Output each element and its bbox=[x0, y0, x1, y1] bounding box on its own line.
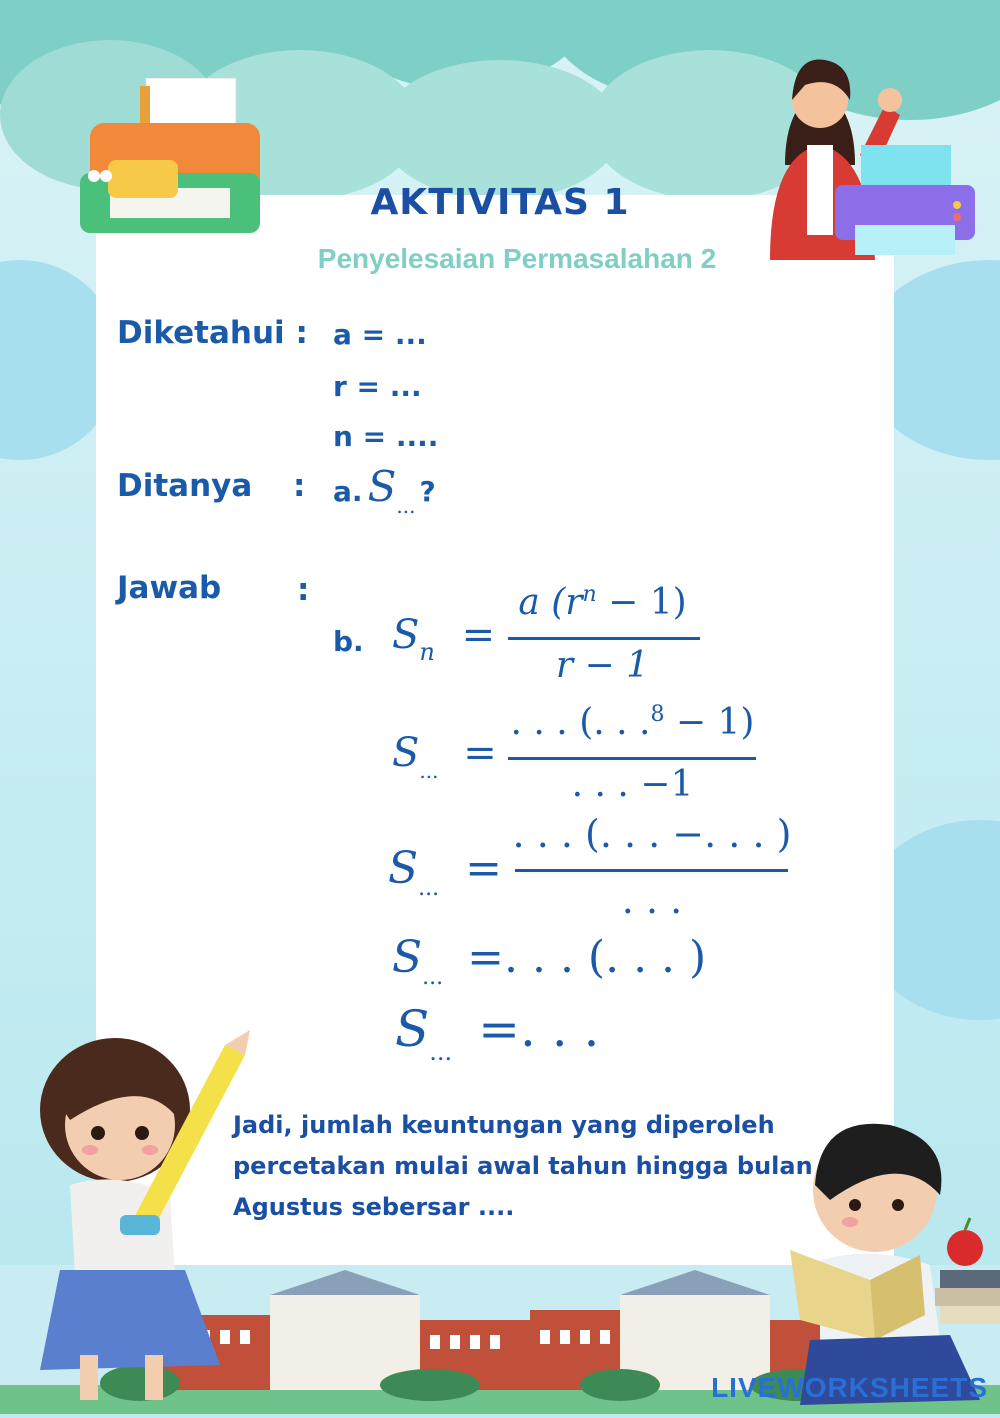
conclusion-line-3: Agustus sebersar .... bbox=[233, 1193, 515, 1221]
step1-numerator bbox=[505, 702, 760, 743]
formula-fraction-bar bbox=[508, 637, 700, 640]
step2-denominator-text: . . . bbox=[621, 878, 683, 922]
step1-numerator-tail: − 1) bbox=[664, 702, 755, 743]
step2-numerator-text: . . . (. . . −. . . ) bbox=[512, 812, 792, 856]
formula-numerator bbox=[505, 582, 700, 623]
answer-label: Jawab bbox=[117, 570, 222, 606]
step2-fraction-bar bbox=[515, 869, 788, 872]
step2-lhs: $S_{...}$ = bbox=[388, 843, 503, 901]
asked-subscript: ... bbox=[396, 494, 416, 518]
step1-denominator bbox=[505, 764, 760, 805]
formula-lhs-sub: n bbox=[419, 638, 435, 666]
given-n: n = .... bbox=[333, 420, 439, 453]
step3-lhs-sub: ... bbox=[422, 965, 444, 990]
step1-lhs-sub: ... bbox=[419, 759, 439, 783]
step1-numerator-text: . . . (. . . bbox=[510, 702, 651, 743]
formula-denominator bbox=[505, 645, 700, 686]
step2-denominator bbox=[512, 878, 792, 922]
step4-rhs: =. . . bbox=[478, 1000, 600, 1058]
given-a: a = ... bbox=[333, 318, 427, 351]
step1-lhs-symbol: S bbox=[392, 730, 420, 776]
liveworksheets-logo: LIVEWORKSHEETS bbox=[711, 1372, 988, 1403]
asked-prefix: a. bbox=[333, 475, 363, 508]
given-r: r = ... bbox=[333, 370, 422, 403]
asked-question-mark: ? bbox=[419, 475, 436, 508]
step3-rhs: =. . . (. . . ) bbox=[467, 932, 707, 983]
step1-denominator-text: . . . −1 bbox=[571, 764, 694, 805]
step1-fraction-bar bbox=[508, 757, 756, 760]
step3-row bbox=[392, 932, 707, 990]
step4-lhs-sub: ... bbox=[429, 1038, 453, 1066]
asked-question bbox=[333, 462, 436, 518]
asked-label: Ditanya bbox=[117, 468, 253, 504]
page-title: AKTIVITAS 1 bbox=[370, 182, 630, 223]
given-label: Diketahui : bbox=[117, 315, 308, 351]
step4-lhs-symbol: S bbox=[395, 1000, 430, 1058]
formula-lhs: $S_n$ = bbox=[392, 612, 496, 666]
girl-with-pencil-illustration bbox=[10, 1025, 260, 1414]
step2-lhs-sub: ... bbox=[418, 876, 440, 901]
step3-lhs-symbol: S bbox=[392, 932, 423, 983]
answer-prefix: b. bbox=[333, 625, 364, 658]
page-subtitle: Penyelesaian Permasalahan 2 bbox=[317, 243, 717, 274]
step2-lhs-symbol: S bbox=[388, 843, 419, 894]
formula-numerator-tail: − 1) bbox=[596, 582, 687, 623]
answer-colon: : bbox=[297, 572, 310, 608]
step1-numerator-exp: 8 bbox=[650, 702, 665, 727]
formula-denominator-text: r − 1 bbox=[555, 645, 650, 686]
teacher-printer-illustration bbox=[765, 45, 980, 260]
conclusion-text bbox=[233, 1105, 833, 1228]
asked-colon: : bbox=[293, 468, 306, 504]
conclusion-line-2: percetakan mulai awal tahun hingga bulan bbox=[233, 1152, 813, 1180]
formula-numerator-exp: n bbox=[582, 582, 597, 607]
boy-reading-illustration bbox=[780, 1110, 1000, 1410]
formula-lhs-symbol: S bbox=[392, 612, 420, 658]
formula-numerator-text: a (r bbox=[518, 582, 583, 623]
step4-row bbox=[395, 1000, 600, 1066]
step2-numerator bbox=[512, 812, 792, 856]
asked-symbol: S bbox=[367, 462, 397, 511]
step1-lhs: $S_{...}$ = bbox=[392, 730, 497, 783]
conclusion-line-1: Jadi, jumlah keuntungan yang diperoleh bbox=[233, 1111, 775, 1139]
